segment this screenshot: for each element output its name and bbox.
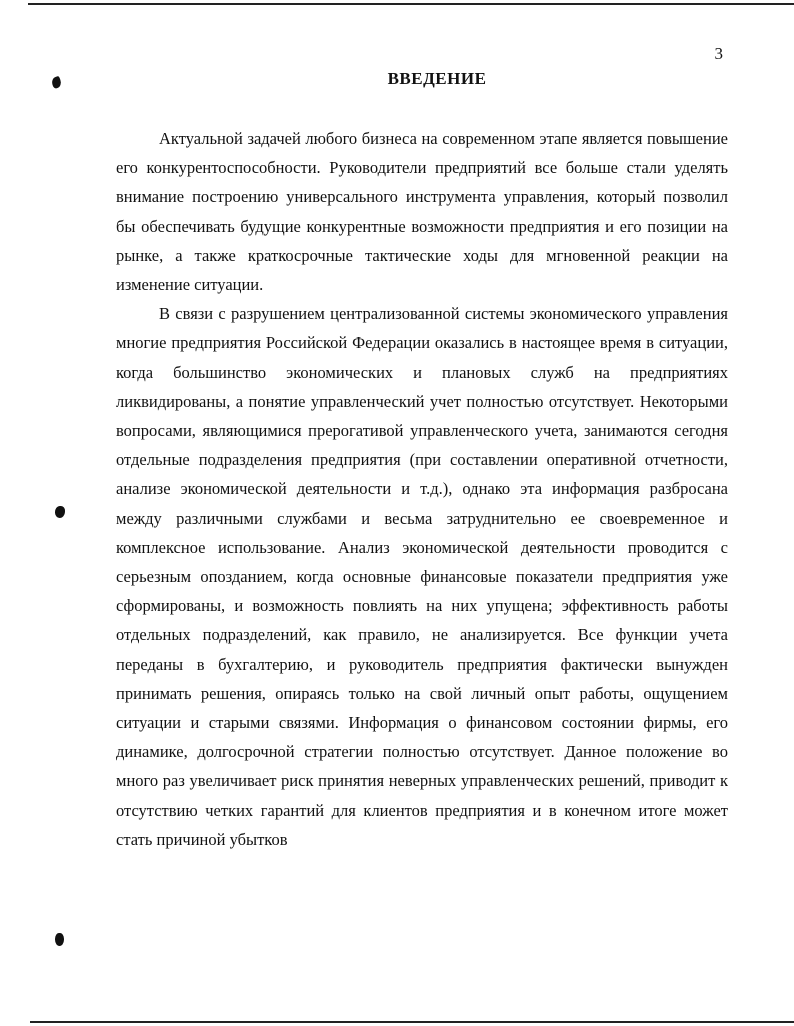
section-title: ВВЕДЕНИЕ	[387, 69, 487, 88]
document-body	[116, 124, 728, 854]
paragraph-intro: Актуальной задачей любого бизнеса на современном этапе является повышение его конкурентоспособности. Руководители предприятий все больше стали уделять внимание построению универсального инструмента управления, который позволил бы обеспечивать будущие конкурентные возможности предприятия и его позиции на рынке, а также краткосрочные тактические ходы для мгновенной реакции на изменение ситуации.	[116, 129, 728, 295]
scan-punch-mark-icon	[55, 506, 65, 518]
paragraph-context: В связи с разрушением централизованной системы экономического управления многие предприятия Российской Федерации оказались в настоящее время в ситуации, когда большинство экономических и плановых служб на предприятиях ликвидированы, а понятие управленческий учет полностью отсутствует. Некоторыми вопросами, являющимися прерогативой управленческого учета, занимаются сегодня отдельные подразделения предприятия (при составлении оперативной отчетности, анализе экономической деятельности и т.д.), однако эта информация разбросана между различными службами и весьма затруднительно ее своевременное и комплексное использование. Анализ экономической деятельности проводится с серьезным опозданием, когда основные финансовые показатели предприятия уже сформированы, и возможность повлиять на них упущена; эффективность работы отдельных подразделений, как правило, не анализируется. Все функции учета переданы в бухгалтерию, и руководитель предприятия фактически вынужден принимать решения, опираясь только на свой личный опыт работы, ощущением ситуации и старыми связями. Информация о финансовом состоянии фирмы, его динамике, долгосрочной стратегии полностью отсутствует. Данное положение во много раз увеличивает риск принятия неверных управленческих решений, приводит к отсутствию четких гарантий для клиентов предприятия и в конечном итоге может стать причиной убытков	[116, 304, 728, 849]
scan-top-border	[28, 3, 794, 5]
page-number: 3	[714, 44, 723, 63]
scan-punch-mark-icon	[55, 933, 64, 946]
scan-bottom-border	[30, 1021, 794, 1023]
